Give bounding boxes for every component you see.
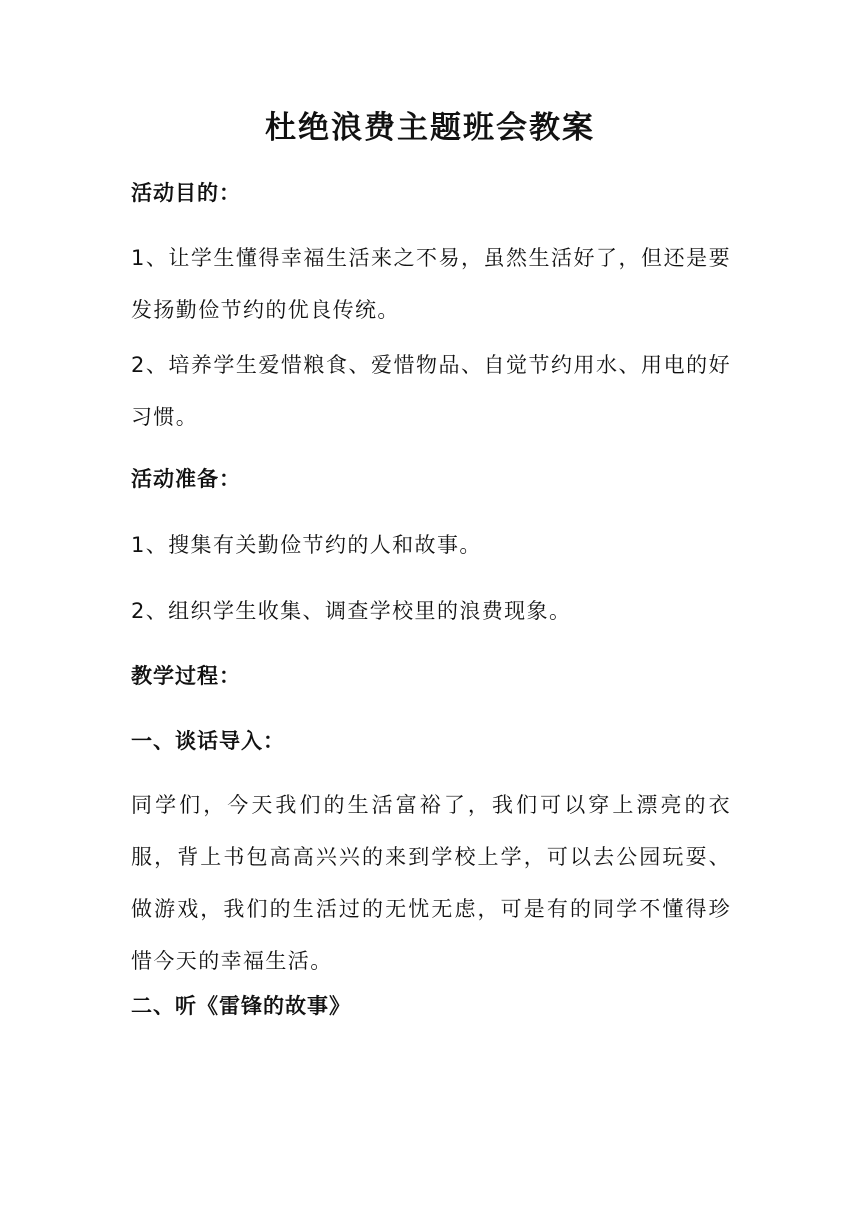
purpose-item-1: 1、让学生懂得幸福生活来之不易，虽然生活好了，但还是要发扬勤俭节约的优良传统。 <box>131 246 731 322</box>
purpose-heading: 活动目的： <box>131 181 241 205</box>
process-heading: 教学过程： <box>131 664 241 688</box>
purpose-item-2: 2、培养学生爱惜粮食、爱惜物品、自觉节约用水、用电的好习惯。 <box>131 353 731 429</box>
step2-heading: 二、听《雷锋的故事》 <box>131 994 351 1018</box>
document-title: 杜绝浪费主题班会教案 <box>265 110 595 146</box>
preparation-heading: 活动准备： <box>131 467 241 491</box>
step1-heading: 一、谈话导入： <box>131 729 285 753</box>
preparation-item-2: 2、组织学生收集、调查学校里的浪费现象。 <box>131 599 572 623</box>
step1-text: 同学们，今天我们的生活富裕了，我们可以穿上漂亮的衣服，背上书包高高兴兴的来到学校上学，可以去公园玩耍、做游戏，我们的生活过的无忧无虑，可是有的同学不懂得珍惜今天的幸福生活。 <box>131 793 731 973</box>
preparation-item-1: 1、搜集有关勤俭节约的人和故事。 <box>131 533 482 557</box>
